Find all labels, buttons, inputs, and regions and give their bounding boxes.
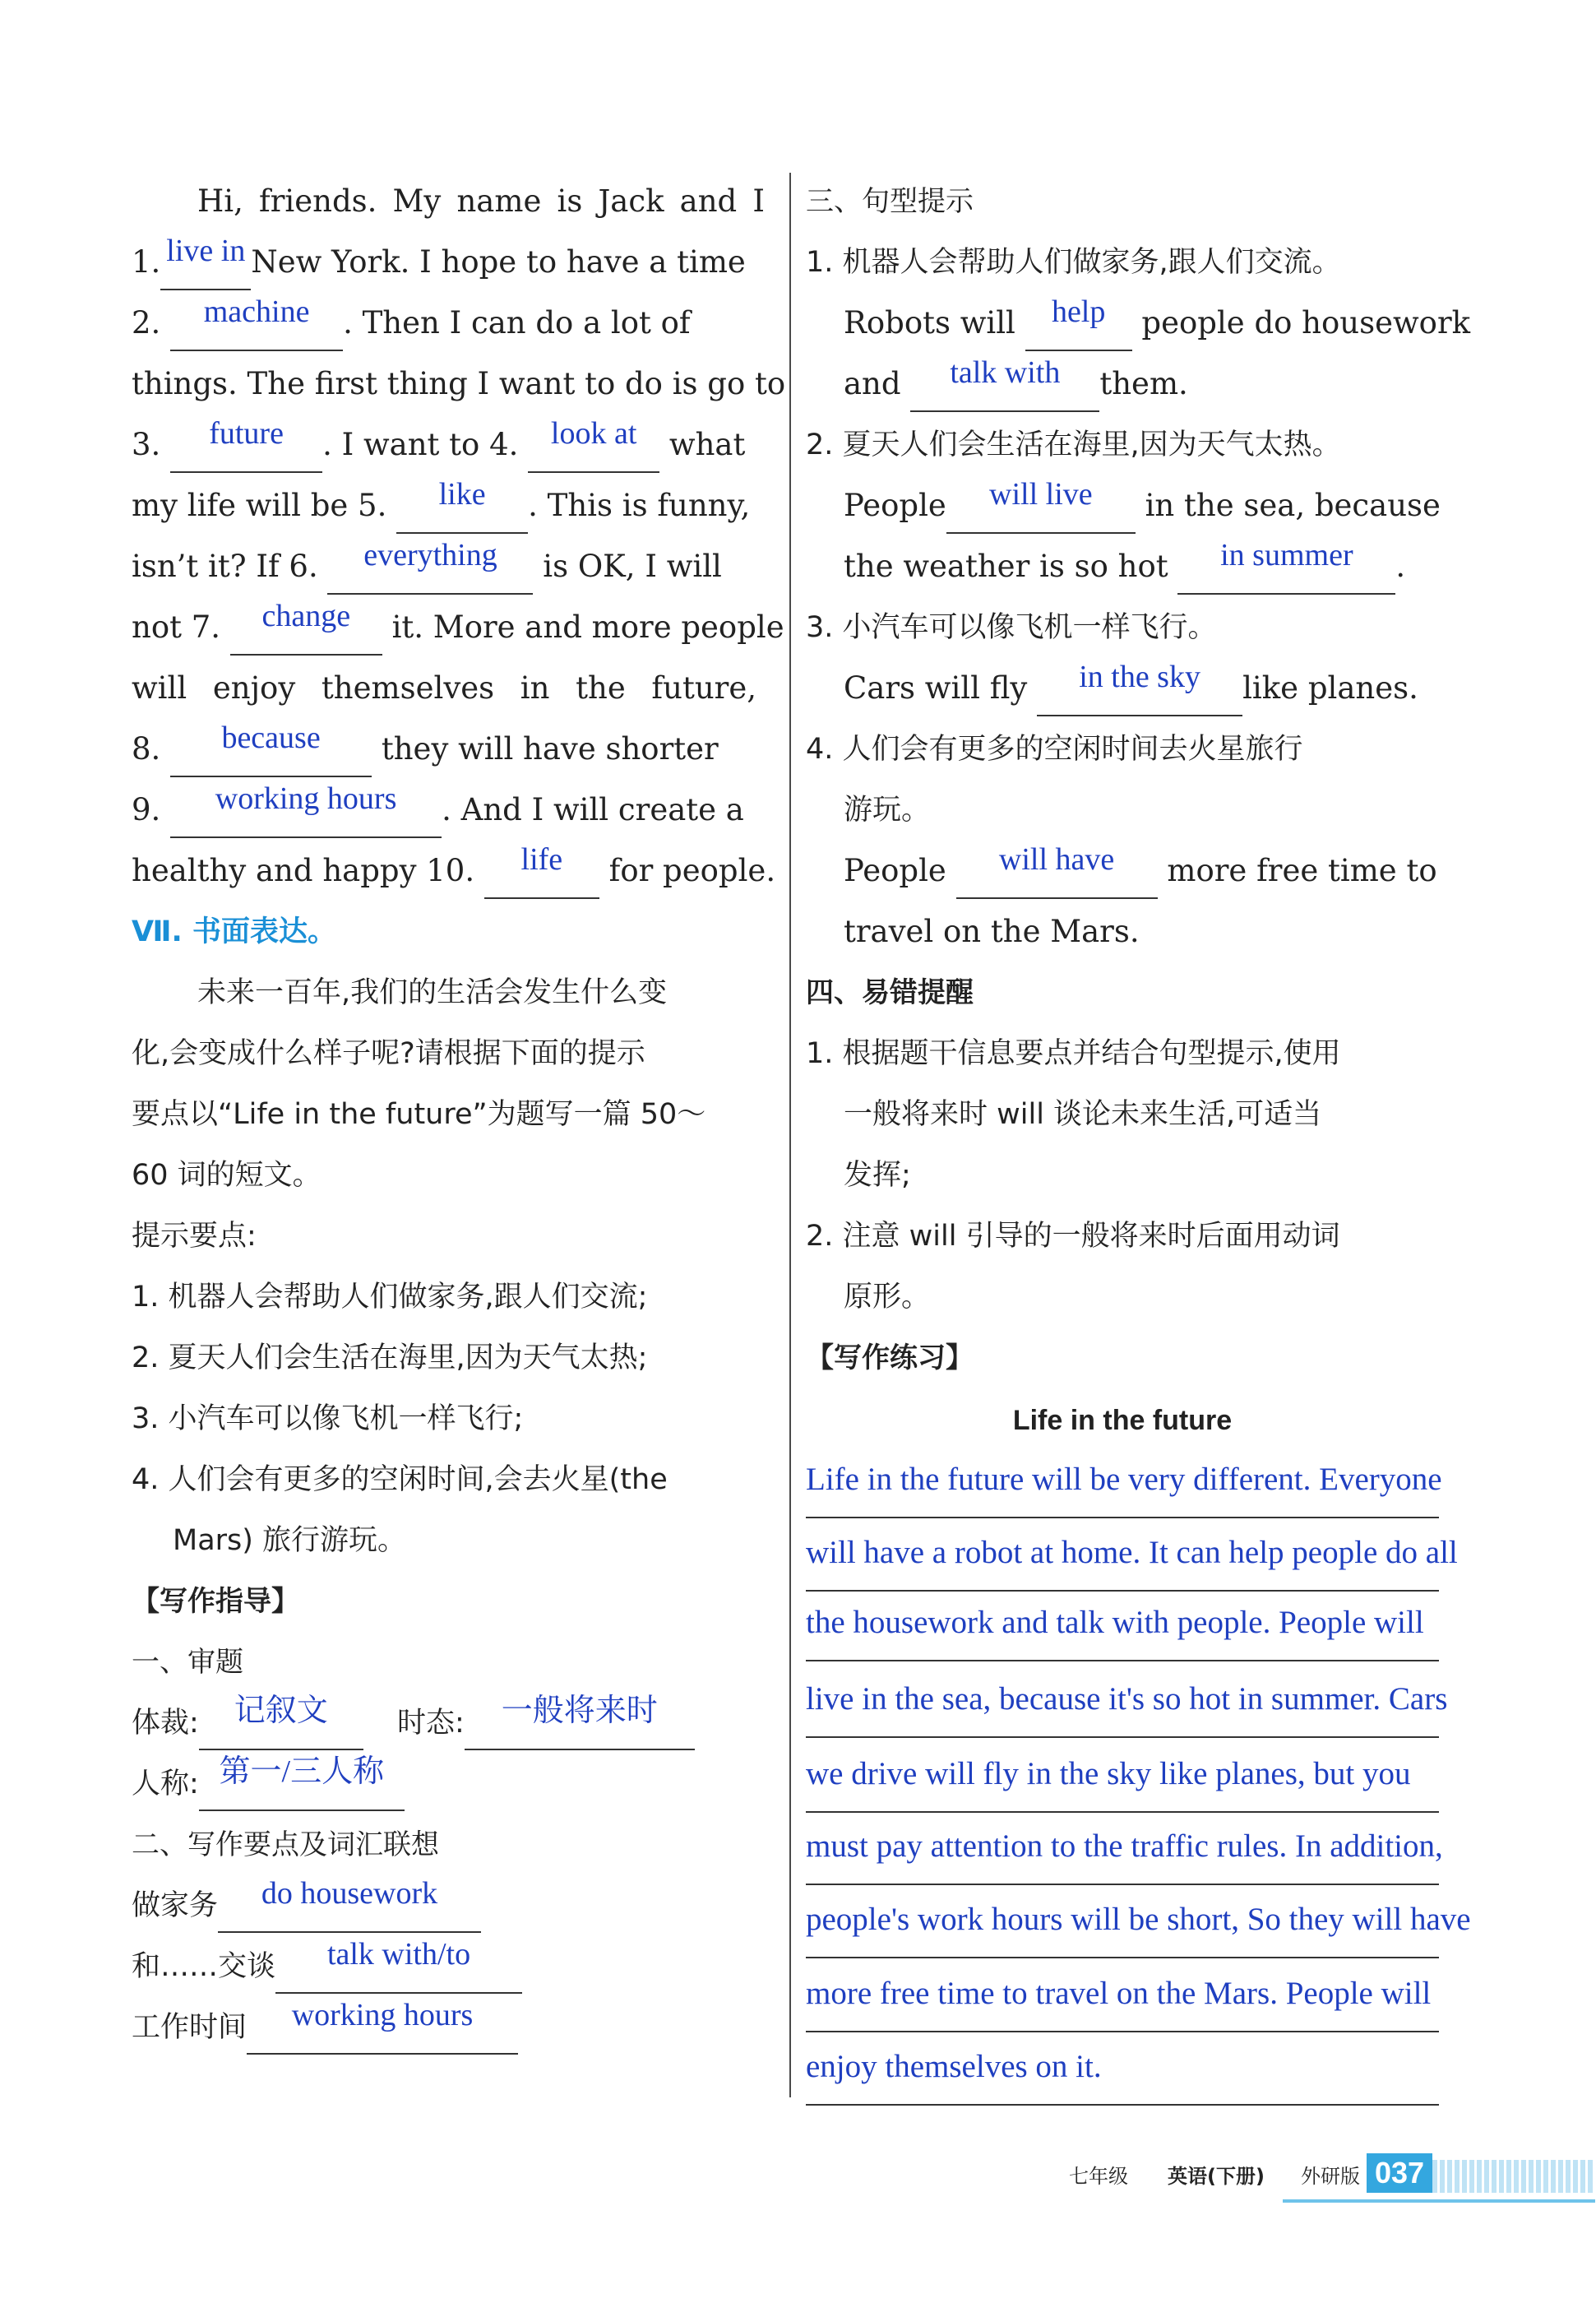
vocab-row-2: 和……交谈 talk with/to: [132, 1936, 765, 1997]
pattern-3-en: Cars will fly in the sky like planes.: [806, 658, 1546, 719]
pattern-2-en-a: People will live in the sea, because: [806, 475, 1546, 536]
cloze-line-6: my life will be 5. like . This is funny,: [132, 475, 765, 536]
writing-prompt-4: 60 词的短文。: [132, 1159, 322, 1192]
cloze-line-4: things. The first thing I want to do is go to: [132, 366, 786, 401]
pattern-1-en-a: Robots will help people do housework: [806, 293, 1546, 354]
writing-prompt-3: 要点以“Life in the future”为题写一篇 50～: [132, 1098, 706, 1131]
vocab-answer-3: working hours: [291, 1998, 474, 2032]
vocab-row-3: 工作时间 working hours: [132, 1997, 765, 2058]
writing-heading: Ⅶ. 书面表达。: [132, 915, 336, 948]
essay-line-9: enjoy themselves on it.: [806, 2043, 1439, 2106]
column-divider: [789, 173, 791, 2097]
answer-9: working hours: [215, 781, 397, 816]
tips-label: 提示要点:: [132, 1220, 257, 1253]
essay-line-5: we drive will fly in the sky like planes, but you: [806, 1750, 1439, 1813]
answer-8: because: [221, 721, 321, 755]
answer-2: machine: [203, 294, 310, 329]
answer-6: everything: [363, 538, 497, 572]
page-footer: [1069, 2153, 1595, 2203]
pattern-1-answer-2: talk with: [950, 355, 1061, 390]
tip-3: 3. 小汽车可以像飞机一样飞行;: [132, 1402, 524, 1435]
cloze-line-10: 8. because they will have shorter: [132, 719, 765, 780]
pattern-4-en-a: People will have more free time to: [806, 841, 1546, 901]
cloze-line-1: Hi, friends. My name is Jack and I: [197, 183, 765, 219]
footer-grade: 七年级: [1069, 2165, 1128, 2188]
page-number: 037: [1367, 2153, 1432, 2193]
person-row: 人称: 第一/三人称: [132, 1754, 765, 1814]
guide-heading: 【写作指导】: [132, 1585, 299, 1618]
footer-stripe: [1432, 2160, 1595, 2193]
reminder-1b: 一般将来时 will 谈论未来生活,可适当: [844, 1098, 1322, 1131]
footer-subject: 英语(下册): [1168, 2165, 1265, 2188]
reminder-1c: 发挥;: [844, 1159, 911, 1192]
pattern-2-answer-2: in summer: [1220, 538, 1353, 572]
pattern-4-cn-a: 4. 人们会有更多的空闲时间去火星旅行: [806, 733, 1303, 766]
answer-10: life: [520, 842, 563, 877]
pattern-3-answer: in the sky: [1079, 660, 1200, 694]
patterns-heading: 三、句型提示: [806, 185, 974, 218]
footer-edition: 外研版: [1301, 2165, 1360, 2188]
essay-line-6: must pay attention to the traffic rules. In addition,: [806, 1823, 1439, 1885]
pattern-4-en-b: travel on the Mars.: [844, 914, 1140, 949]
genre-answer: 记叙文: [234, 1694, 328, 1728]
reminder-heading: 四、易错提醒: [806, 976, 974, 1009]
tip-4: 4. 人们会有更多的空闲时间,会去火星(the: [132, 1463, 668, 1496]
pattern-2-answer-1: will live: [989, 477, 1093, 512]
cloze-line-2: 1. live in New York. I hope to have a time: [132, 232, 765, 293]
answer-5: like: [438, 477, 486, 512]
cloze-line-8: not 7. change it. More and more people: [132, 597, 765, 658]
answer-7: change: [261, 599, 351, 633]
cloze-line-3: 2. machine . Then I can do a lot of: [132, 293, 765, 354]
tip-2: 2. 夏天人们会生活在海里,因为天气太热;: [132, 1341, 648, 1374]
pattern-1-cn: 1. 机器人会帮助人们做家务,跟人们交流。: [806, 246, 1341, 279]
essay-line-1: Life in the future will be very different. Everyone: [806, 1456, 1439, 1518]
pattern-3-cn: 3. 小汽车可以像飞机一样飞行。: [806, 611, 1217, 644]
cloze-line-5: 3. future . I want to 4. look at what: [132, 415, 765, 475]
pattern-1-en-b: and talk with them.: [806, 354, 1546, 415]
answer-4: look at: [550, 416, 637, 451]
cloze-line-12: healthy and happy 10. life for people.: [132, 841, 765, 901]
genre-tense-row: 体裁: 记叙文 时态: 一般将来时: [132, 1693, 765, 1754]
answer-1: live in: [166, 234, 246, 268]
essay-line-7: people's work hours will be short, So they will have: [806, 1896, 1439, 1958]
essay-title: Life in the future: [1012, 1405, 1233, 1436]
pattern-4-cn-b: 游玩。: [844, 794, 931, 827]
tip-1: 1. 机器人会帮助人们做家务,跟人们交流;: [132, 1281, 648, 1314]
pattern-4-answer: will have: [998, 842, 1115, 877]
essay-line-4: live in the sea, because it's so hot in summer. Cars: [806, 1675, 1439, 1738]
vocab-answer-1: do housework: [261, 1876, 438, 1911]
essay-line-8: more free time to travel on the Mars. People will: [806, 1970, 1439, 2032]
guide-section-2: 二、写作要点及词汇联想: [132, 1828, 439, 1861]
writing-prompt-2: 化,会变成什么样子呢?请根据下面的提示: [132, 1037, 645, 1070]
vocab-answer-2: talk with/to: [326, 1937, 471, 1972]
tip-4-cont: Mars) 旅行游玩。: [173, 1524, 407, 1557]
answer-3: future: [209, 416, 284, 451]
essay-line-3: the housework and talk with people. People will: [806, 1599, 1439, 1661]
reminder-2a: 2. 注意 will 引导的一般将来时后面用动词: [806, 1220, 1340, 1253]
footer-underline: [1283, 2199, 1595, 2203]
tense-answer: 一般将来时: [501, 1694, 658, 1728]
person-answer: 第一/三人称: [219, 1754, 385, 1789]
writing-prompt-1: 未来一百年,我们的生活会发生什么变: [197, 976, 668, 1009]
cloze-line-9: will enjoy themselves in the future,: [132, 670, 756, 706]
vocab-row-1: 做家务 do housework: [132, 1875, 765, 1936]
reminder-1a: 1. 根据题干信息要点并结合句型提示,使用: [806, 1037, 1341, 1070]
guide-section-1: 一、审题: [132, 1646, 243, 1679]
essay-line-2: will have a robot at home. It can help people do all: [806, 1529, 1439, 1592]
reminder-2b: 原形。: [844, 1281, 931, 1314]
cloze-line-7: isn’t it? If 6. everything is OK, I will: [132, 536, 765, 597]
cloze-line-11: 9. working hours . And I will create a: [132, 780, 765, 841]
pattern-2-en-b: the weather is so hot in summer .: [806, 536, 1546, 597]
pattern-2-cn: 2. 夏天人们会生活在海里,因为天气太热。: [806, 429, 1341, 461]
pattern-1-answer-1: help: [1051, 294, 1106, 329]
practice-heading: 【写作练习】: [806, 1341, 974, 1374]
